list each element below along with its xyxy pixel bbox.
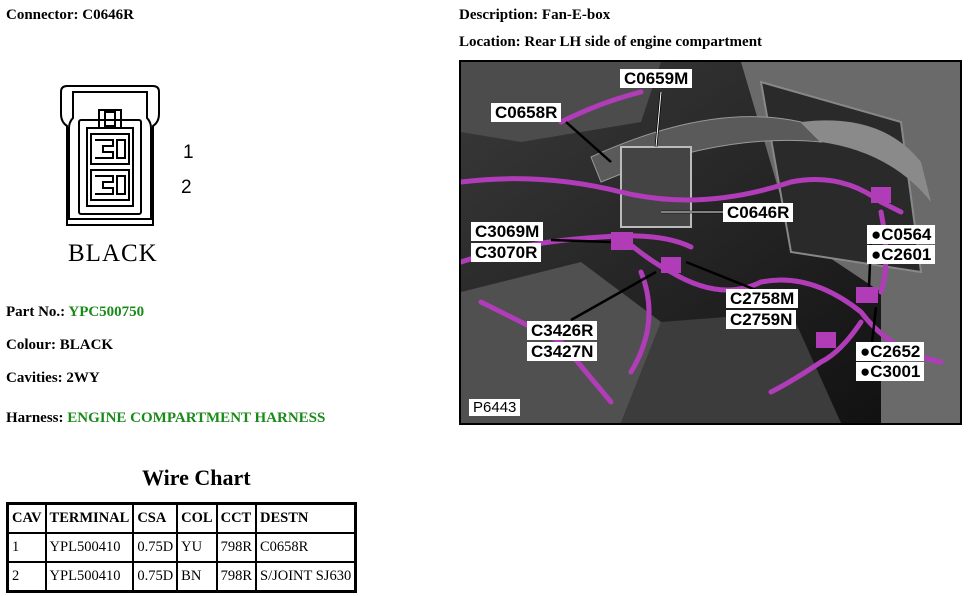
cell-csa: 0.75D [133,533,177,562]
pin-2-label: 2 [181,177,192,198]
location-value: Rear LH side of engine compartment [524,34,763,50]
part-no-link[interactable]: YPC500750 [68,304,145,320]
wire-chart-title: Wire Chart [142,465,251,490]
table-header-row [8,504,356,534]
description-line [459,7,610,24]
wire-chart-table [6,502,357,593]
cell-terminal: YPL500410 [46,533,134,562]
cell-cct: 798R [217,533,256,562]
connector-value: C0646R [82,7,134,23]
callout-c3070r: C3070R [471,243,541,262]
connector-label: Connector: [6,7,79,23]
callout-c2601: ●C2601 [867,245,935,264]
col-header-cav: CAV [8,504,46,534]
callout-c0646r: C0646R [723,203,793,222]
location-photo [459,60,962,425]
part-no-line [6,304,144,321]
col-header-col: COL [177,504,216,534]
cavities-label: Cavities: [6,370,63,386]
cell-cav: 1 [8,533,46,562]
callout-c2652: ●C2652 [856,342,924,361]
callout-c3069m: C3069M [471,222,543,241]
callout-c0564: ●C0564 [867,225,935,244]
colour-label: Colour: [6,337,56,353]
table-row [8,533,356,562]
cell-terminal: YPL500410 [46,562,134,592]
callout-c2759n: C2759N [726,310,796,329]
location-line [459,34,762,51]
cell-col: YU [177,533,216,562]
harness-link[interactable]: ENGINE COMPARTMENT HARNESS [67,410,326,426]
colour-line [6,337,113,354]
callout-c2758m: C2758M [726,289,798,308]
callout-c0658r: C0658R [491,103,561,122]
pin-1-label: 1 [183,142,194,163]
callout-c3426r: C3426R [527,321,597,340]
connector-face-diagram [55,82,175,232]
harness-label: Harness: [6,410,64,426]
harness-line [6,410,325,427]
cell-cav: 2 [8,562,46,592]
cavities-value: 2WY [66,370,100,386]
cell-destn[interactable]: C0658R [256,533,356,562]
description-value: Fan-E-box [541,7,611,23]
cell-destn[interactable]: S/JOINT SJ630 [256,562,356,592]
col-header-terminal: TERMINAL [46,504,134,534]
description-label: Description: [459,7,539,23]
callout-c0659m: C0659M [620,69,692,88]
callout-c3427n: C3427N [527,342,597,361]
col-header-cct: CCT [217,504,256,534]
col-header-destn: DESTN [256,504,356,534]
location-label: Location: [459,34,521,50]
cell-col: BN [177,562,216,592]
cell-csa: 0.75D [133,562,177,592]
col-header-csa: CSA [133,504,177,534]
connector-color-caption: BLACK [68,240,158,267]
table-row [8,562,356,592]
photo-reference-label: P6443 [469,399,520,416]
part-no-label: Part No.: [6,304,66,320]
connector-line [6,7,134,24]
cavities-line [6,370,100,387]
colour-value: BLACK [59,337,114,353]
callout-c3001: ●C3001 [856,362,924,381]
cell-cct: 798R [217,562,256,592]
